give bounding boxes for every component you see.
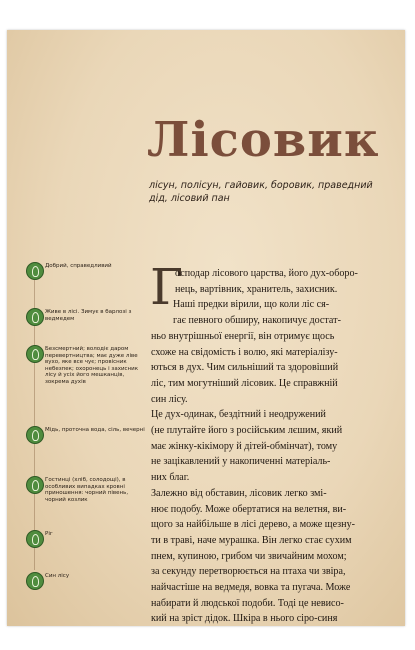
body-line: (не плутайте його з російським лєшим, який <box>151 425 343 437</box>
horn-icon <box>26 530 44 548</box>
body-line: нець, вартівник, хранитель, захисник. <box>175 283 338 295</box>
drop-cap: Г <box>150 258 184 316</box>
body-line: щого за найбільше в лісі дерево, а може щезну- <box>151 519 355 531</box>
body-line: ліс, тим могутніший лісовик. Це справжній <box>151 377 338 389</box>
body-line: них благ. <box>151 472 190 484</box>
bear-icon <box>26 308 44 326</box>
sidebar-item-text: Мідь, проточна вода, сіль, вечерні <box>45 427 145 433</box>
body-line: Це дух-одинак, бездітний і неодружений <box>151 409 326 421</box>
body-line: за секунду перетворюється на птаха чи звіра, <box>151 566 346 578</box>
page-title: Лісовик <box>147 112 380 168</box>
halo-icon <box>26 262 44 280</box>
body-line: має жінку-кікімору й дітей-обмінчат), тому <box>151 440 338 452</box>
leaf-icon <box>26 572 44 590</box>
body-line: ються в дух. Чим сильніший та здоровіший <box>151 362 339 374</box>
tree-icon <box>26 345 44 363</box>
body-line: осподар лісового царства, його дух-оборо- <box>175 268 358 279</box>
body-line: схоже на свідомість і волю, які матеріалізу- <box>151 346 338 358</box>
book-page <box>7 30 405 626</box>
body-line: пнем, купиною, грибом чи звичайним мохом; <box>151 550 347 562</box>
body-line: нює подобу. Може обертатися на велетня, ви- <box>151 503 347 515</box>
body-line: не зацікавлений у накопиченні матеріаль- <box>151 456 331 468</box>
body-line: найчастіше на ведмедя, вовка та пугача. Може <box>151 582 351 594</box>
body-text <box>151 266 399 626</box>
sidebar-item-text: Живе в лісі. Зимує в барлозі з ведмедем <box>45 309 132 322</box>
aliases-subtitle: лісун, полісун, гайовик, боровик, праведний дід, лісовий пан <box>149 180 373 204</box>
sidebar-item-text: Ріг <box>45 531 53 537</box>
coin-icon <box>26 426 44 444</box>
body-line: ньо внутрішньої енергії, він отримує щось <box>151 330 335 342</box>
body-line: кий на зріст дідок. Шкіра в нього сіро-синя <box>151 613 338 625</box>
sidebar-item-text: Добрий, справедливий <box>45 263 112 269</box>
sidebar-item-text: Гостинці (хліб, солодощі), в особливих випадках кровні приношення: чорний півень, чорний козлик <box>45 477 129 503</box>
body-line: Залежно від обставин, лісовик легко змі- <box>151 487 327 499</box>
body-line: Наші предки вірили, що коли ліс ся- <box>173 299 330 311</box>
body-line: гає певного обширу, накопичує достат- <box>173 315 341 327</box>
body-line: ти в траві, наче мурашка. Він легко стає сухим <box>151 534 352 546</box>
body-line: син лісу. <box>151 393 188 405</box>
body-line: набирати й людської подоби. Тоді це невисо- <box>151 597 344 609</box>
sidebar-item-text: Син лісу <box>45 573 70 579</box>
bread-icon <box>26 476 44 494</box>
sidebar-item-text: Безсмертний; володіє даром перевертництва; має дуже ліве вухо, яке все чує; провісник небезпек; охоронець і захисник лісу й усіх його мешканців, зокрема духів <box>45 346 139 385</box>
